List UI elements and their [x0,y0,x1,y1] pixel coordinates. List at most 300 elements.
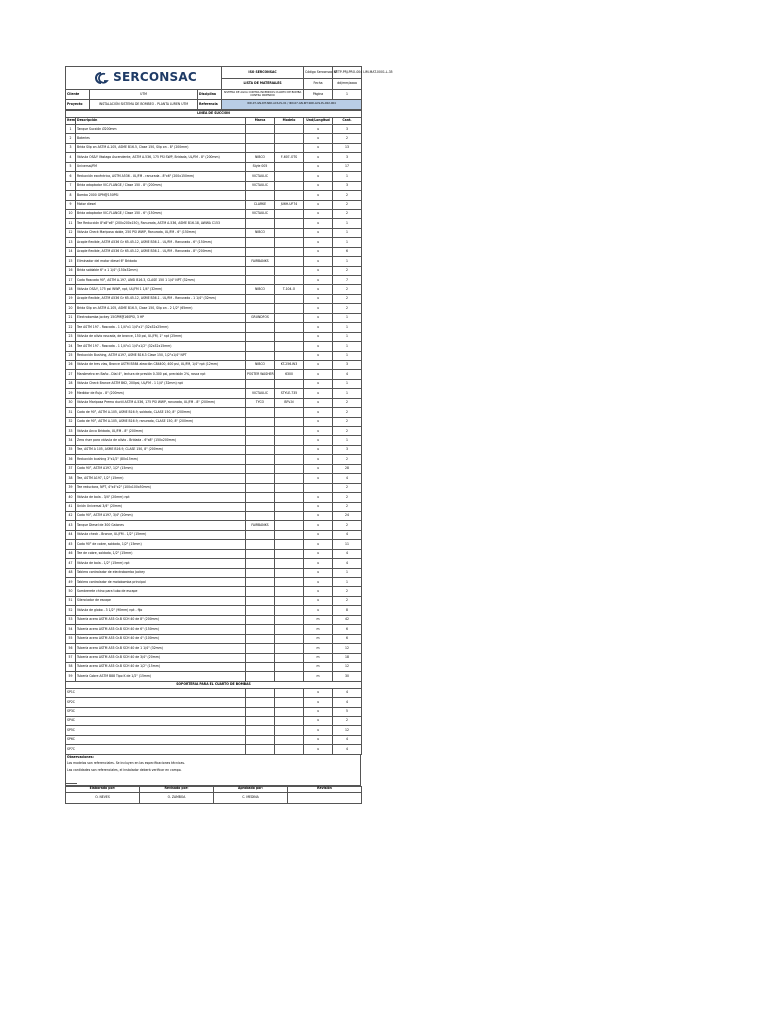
item-description: Válvula OS&Y, 175 psi WWP, npt, UL/FM 1 1/4" (32mm) [76,285,246,294]
item-number: 39 [66,483,76,492]
item-quantity: 6 [333,625,362,634]
support-code: SP3C [66,707,246,716]
item-description: Codo 90°, ASTM A197, 1/2" (15mm) [76,464,246,473]
item-quantity: 1 [333,568,362,577]
empty-cell [246,698,275,707]
item-brand [246,332,275,341]
item-model [275,304,304,313]
item-description: Válvula de bola - 1/2" (15mm) npt [76,559,246,568]
item-unit: u [304,304,333,313]
item-number: 49 [66,578,76,587]
pagina-value: 1 [333,90,362,100]
item-model [275,483,304,492]
empty-cell [275,698,304,707]
item-number: 6 [66,172,76,181]
item-number: 53 [66,615,76,624]
item-model [275,162,304,171]
item-unit: u [304,143,333,152]
item-quantity: 2 [333,266,362,275]
table-row [66,445,362,454]
item-unit: u [304,455,333,464]
empty-cell [246,735,275,744]
table-row [66,568,362,577]
item-brand: GRUNDFOS [246,313,275,322]
empty-cell [275,735,304,744]
support-items [66,688,362,754]
item-model [275,615,304,624]
support-unit: u [304,707,333,716]
table-row [66,304,362,313]
item-number: 1 [66,125,76,134]
item-description: Tubería acero ASTM A53 Gr.B SCH 40 de 1/2" (15mm) [76,662,246,671]
item-unit: u [304,134,333,143]
item-number: 46 [66,549,76,558]
item-quantity: 3 [333,125,362,134]
item-number: 42 [66,511,76,520]
item-quantity: 1 [333,332,362,341]
empty-cell [275,716,304,725]
item-number: 20 [66,304,76,313]
item-number: 18 [66,285,76,294]
item-number: 35 [66,445,76,454]
support-code: SP6C [66,735,246,744]
item-model [275,644,304,653]
table-row [66,625,362,634]
signature-table [65,786,362,804]
table-row [66,191,362,200]
item-quantity: 24 [333,511,362,520]
item-description: Tee Reducción 8"x8"x6" (200x200x150), Ranurada, ASTM A-536, ASME B16.18, AWWA C153 [76,219,246,228]
table-row [66,370,362,379]
table-row [66,417,362,426]
item-unit: u [304,200,333,209]
item-unit: u [304,511,333,520]
item-quantity: 3 [333,360,362,369]
item-description: Unión Universal 3/4" (20mm) [76,502,246,511]
item-number: 55 [66,634,76,643]
item-description: Válvula de bola - 3/4" (20mm) npt [76,493,246,502]
item-brand [246,559,275,568]
item-number: 11 [66,219,76,228]
item-number: 25 [66,351,76,360]
item-quantity: 4 [333,549,362,558]
item-model [275,653,304,662]
item-description: Zero riser para válvula de alivio - Bridada - 6"x8" (150x200mm) [76,436,246,445]
item-number: 33 [66,427,76,436]
table-row [66,143,362,152]
col-item: Item [66,118,76,125]
empty-cell [246,716,275,725]
item-number: 27 [66,370,76,379]
table-row [66,615,362,624]
item-quantity: 11 [333,540,362,549]
item-quantity: 2 [333,200,362,209]
disciplina-label: Disciplina [198,90,222,100]
item-unit: u [304,389,333,398]
support-quantity: 5 [333,707,362,716]
item-quantity: 2 [333,417,362,426]
table-row [66,464,362,473]
item-model [275,530,304,539]
item-description: Brida adaptador VIC-FLANGE / Clase 150 - 8" (200mm) [76,181,246,190]
item-model [275,219,304,228]
item-number: 58 [66,662,76,671]
table-row [66,134,362,143]
item-brand [246,644,275,653]
item-quantity: 17 [333,162,362,171]
item-quantity: 18 [333,653,362,662]
item-number: 51 [66,596,76,605]
item-model: STYLE-735 [275,389,304,398]
item-brand [246,125,275,134]
item-brand: FAIRBANKS [246,521,275,530]
table-row [66,493,362,502]
item-model [275,125,304,134]
item-brand [246,323,275,332]
item-brand [246,493,275,502]
fecha-label: Fecha [304,78,333,90]
col-qty: Cant. [333,118,362,125]
aprobado-name: C. MEDINA [214,792,288,803]
item-quantity: 6 [333,634,362,643]
item-quantity: 3 [333,153,362,162]
item-number: 31 [66,408,76,417]
table-row [66,332,362,341]
standard-title: ISO SERCONSAC [222,67,304,79]
item-unit: u [304,257,333,266]
item-brand: NIBCO [246,228,275,237]
item-unit: u [304,172,333,181]
item-brand [246,379,275,388]
item-unit: u [304,530,333,539]
support-quantity: 4 [333,745,362,754]
item-model [275,332,304,341]
doc-code-label: Código Serconsac N° [304,67,333,79]
item-quantity: 4 [333,474,362,483]
item-quantity: 2 [333,521,362,530]
materials-sheet [65,66,393,804]
cliente-value: UTM [90,90,198,100]
item-brand: NIBCO [246,153,275,162]
item-unit: u [304,596,333,605]
item-description: Válvula Check Bronce ASTM B62, 200psi, UL/FM - 1 1/4" (32mm) npt [76,379,246,388]
item-description: Medidor de flujo - 8" (200mm) [76,389,246,398]
empty-cell [275,688,304,697]
table-row [66,716,362,725]
table-row [66,266,362,275]
item-quantity: 1 [333,578,362,587]
item-quantity: 42 [333,615,362,624]
support-code: SP1C [66,688,246,697]
item-unit: u [304,276,333,285]
table-row [66,172,362,181]
observation-line: Las cantidades son referenciales, el instalador deberá verificar en campo. [67,767,182,772]
item-number: 57 [66,653,76,662]
logo-cell [66,67,222,90]
item-unit: u [304,191,333,200]
item-number: 29 [66,389,76,398]
item-brand [246,191,275,200]
item-description: Brida Slip on ASTM A-105, ASME B16.5, Clase 150, Slip on - 2 1/2" (65mm) [76,304,246,313]
item-model [275,209,304,218]
item-model [275,417,304,426]
item-quantity: 30 [333,672,362,681]
items-table [65,110,362,755]
empty-cell [246,688,275,697]
table-row [66,745,362,754]
item-description: Reducción excéntrica, ASTM A536 - UL/FM - ranurada - 8"x6" (200x150mm) [76,172,246,181]
item-quantity: 2 [333,408,362,417]
table-row [66,427,362,436]
item-model: T-104-O [275,285,304,294]
cliente-label: Cliente [66,90,90,100]
item-number: 21 [66,313,76,322]
item-number: 23 [66,332,76,341]
empty-cell [246,707,275,716]
item-number: 36 [66,455,76,464]
item-quantity: 2 [333,191,362,200]
item-brand [246,634,275,643]
item-quantity: 1 [333,323,362,332]
item-description: Bateries [76,134,246,143]
table-row [66,688,362,697]
item-model [275,662,304,671]
table-row [66,559,362,568]
col-description: Descripción [76,118,246,125]
table-row [66,228,362,237]
revision-label: Revisión [288,786,362,792]
disciplina-value: SISTEMA DE AGUA CONTRA INCENDIOS CUARTO DE BOMBA CONTRA INCENDIO [222,90,304,100]
item-number: 5 [66,162,76,171]
support-unit: u [304,688,333,697]
item-brand: FAIRBANKS [246,257,275,266]
item-model [275,294,304,303]
item-model [275,672,304,681]
item-quantity: 2 [333,502,362,511]
item-model: F-607-OTS [275,153,304,162]
item-description: Tubería acero ASTM A53 Gr.B SCH 40 de 6" (150mm) [76,625,246,634]
item-unit: u [304,464,333,473]
item-model [275,427,304,436]
fecha-value: dd/mm/aaaa [333,78,362,90]
table-row [66,578,362,587]
item-brand [246,238,275,247]
item-description: Tubería acero ASTM A53 Gr.B SCH 40 de 3/4" (20mm) [76,653,246,662]
item-brand [246,653,275,662]
item-number: 37 [66,464,76,473]
item-description: Codo 90°, ASTM A197, 3/4" (20mm) [76,511,246,520]
table-row [66,200,362,209]
item-description: Tanque Sucxión Ø200mm [76,125,246,134]
item-number: 4 [66,153,76,162]
item-model: JU6H-UF74 [275,200,304,209]
item-unit: u [304,559,333,568]
table-row [66,606,362,615]
item-quantity: 2 [333,493,362,502]
item-brand [246,606,275,615]
item-number: 16 [66,266,76,275]
observations [65,755,361,786]
item-model [275,511,304,520]
empty-cell [275,726,304,735]
item-description: Acople flexible, ASTM A536 Gr 65-45-12, ASME B36.1 - UL/FM - Ranurado - 8" (200mm) [76,247,246,256]
item-unit: u [304,238,333,247]
item-quantity: 2 [333,304,362,313]
col-model: Modelo [275,118,304,125]
item-quantity: 2 [333,398,362,407]
page-footer-line [65,783,77,784]
item-brand [246,143,275,152]
item-brand [246,247,275,256]
item-number: 19 [66,294,76,303]
support-code: SP7C [66,745,246,754]
item-unit: u [304,436,333,445]
table-row [66,596,362,605]
item-unit: u [304,587,333,596]
item-brand: VICTAULIC [246,209,275,218]
item-brand [246,625,275,634]
table-row [66,455,362,464]
item-quantity: 28 [333,464,362,473]
item-number: 14 [66,247,76,256]
item-description: Tee, ASTM A 105, ASME B16.9, CLASE 150, 8" (200mm) [76,445,246,454]
table-row [66,294,362,303]
item-description: Codo de 90°, ASTM A-105, ASME B16.9, soldado, CLASE 150, 8" (200mm) [76,408,246,417]
table-row [66,219,362,228]
item-description: Acople flexible, ASTM A536 Gr 65-45-12, ASME B36.1 - UL/FM - Ranurado - 6" (150mm) [76,238,246,247]
col-brand: Marca [246,118,275,125]
item-model [275,596,304,605]
item-model [275,436,304,445]
item-quantity: 2 [333,587,362,596]
item-unit: u [304,578,333,587]
item-brand [246,578,275,587]
item-quantity: 1 [333,219,362,228]
table-row [66,276,362,285]
item-number: 54 [66,625,76,634]
item-number: 13 [66,238,76,247]
item-quantity: 7 [333,276,362,285]
table-row [66,257,362,266]
item-unit: m [304,644,333,653]
item-model [275,474,304,483]
item-model [275,587,304,596]
item-quantity: 8 [333,606,362,615]
empty-cell [246,745,275,754]
item-description: Válvula de tres vías, Bronce ASTM B584 aleación C84400, 400 psi, UL/FM, 1/4" npt (12mm) [76,360,246,369]
aprobado-label: Aprobado por: [214,786,288,792]
item-quantity: 6 [333,247,362,256]
item-brand: POSTER WASHER [246,370,275,379]
item-description: Tubería acero ASTM A53 Gr.B SCH 40 de 4" (100mm) [76,634,246,643]
header-table [65,66,393,110]
item-quantity: 4 [333,559,362,568]
table-row [66,644,362,653]
list-title: LISTA DE MATERIALES [222,78,304,90]
table-row [66,209,362,218]
item-unit: m [304,672,333,681]
support-quantity: 4 [333,688,362,697]
item-description: Válvula Mariposa Premo ductil ASTM A-536, 175 PSI WWP, ranurada, UL/FM - 8" (200mm) [76,398,246,407]
item-description: Tee de cobre, soldado, 1/2" (15mm) [76,549,246,558]
referencia-label: Referencia [198,100,222,110]
item-description: Válvula de alivio roscada, de bronce, 150 psi, UL/FM, 1" npt (25mm) [76,332,246,341]
support-code: SP5C [66,726,246,735]
item-brand: VICTAULIC [246,389,275,398]
empty-cell [246,726,275,735]
item-number: 12 [66,228,76,237]
item-quantity: 4 [333,370,362,379]
item-model [275,181,304,190]
item-brand [246,455,275,464]
item-unit: u [304,247,333,256]
item-description: Tubería acero ASTM A53 Gr.B SCH 40 de 1 1/4" (32mm) [76,644,246,653]
item-brand [246,436,275,445]
elaborado-name: O. NEVES [66,792,140,803]
item-unit: m [304,625,333,634]
item-unit: u [304,408,333,417]
item-number: 7 [66,181,76,190]
support-quantity: 12 [333,726,362,735]
item-description: Sombrerete chino para tubo de escape [76,587,246,596]
item-brand [246,351,275,360]
item-brand [246,511,275,520]
item-description: Tee reductora, NPT, 4"x4"x2" (100x100x50mm) [76,483,246,492]
item-quantity: 2 [333,209,362,218]
table-row [66,530,362,539]
table-row [66,360,362,369]
item-quantity: 12 [333,644,362,653]
item-number: 10 [66,209,76,218]
item-quantity: 1 [333,228,362,237]
item-brand [246,417,275,426]
item-quantity: 13 [333,143,362,152]
item-number: 2 [66,134,76,143]
table-row [66,153,362,162]
table-row [66,653,362,662]
item-model [275,323,304,332]
item-unit: u [304,549,333,558]
item-quantity: 1 [333,389,362,398]
item-brand [246,134,275,143]
support-unit: u [304,726,333,735]
item-description: Tee ASTM 197 - Roscada - 1 1/4"x1 1/4"x1/2" (32x32x15mm) [76,342,246,351]
item-brand: NIBCO [246,360,275,369]
item-model [275,502,304,511]
item-description: Válvula OS&Y Vástago Ascendente, ASTM A-536, 175 PSI SWP, Bridada, UL/FM - 8" (200mm) [76,153,246,162]
item-model [275,540,304,549]
table-row [66,698,362,707]
doc-code: SETP-PRJ-PRO-004 LIM-MAT-0001-L-35 [333,67,362,79]
item-number: 34 [66,436,76,445]
item-brand [246,445,275,454]
item-brand [246,408,275,417]
item-quantity: 1 [333,238,362,247]
item-model [275,351,304,360]
item-model [275,266,304,275]
item-brand: CLARKE [246,200,275,209]
item-number: 24 [66,342,76,351]
item-number: 41 [66,502,76,511]
item-number: 28 [66,379,76,388]
table-row [66,181,362,190]
item-description: Tee, ASTM A197, 1/2" (15mm) [76,474,246,483]
item-brand: VICTAULIC [246,172,275,181]
item-model [275,578,304,587]
item-quantity: 2 [333,596,362,605]
item-model [275,625,304,634]
support-unit: u [304,735,333,744]
